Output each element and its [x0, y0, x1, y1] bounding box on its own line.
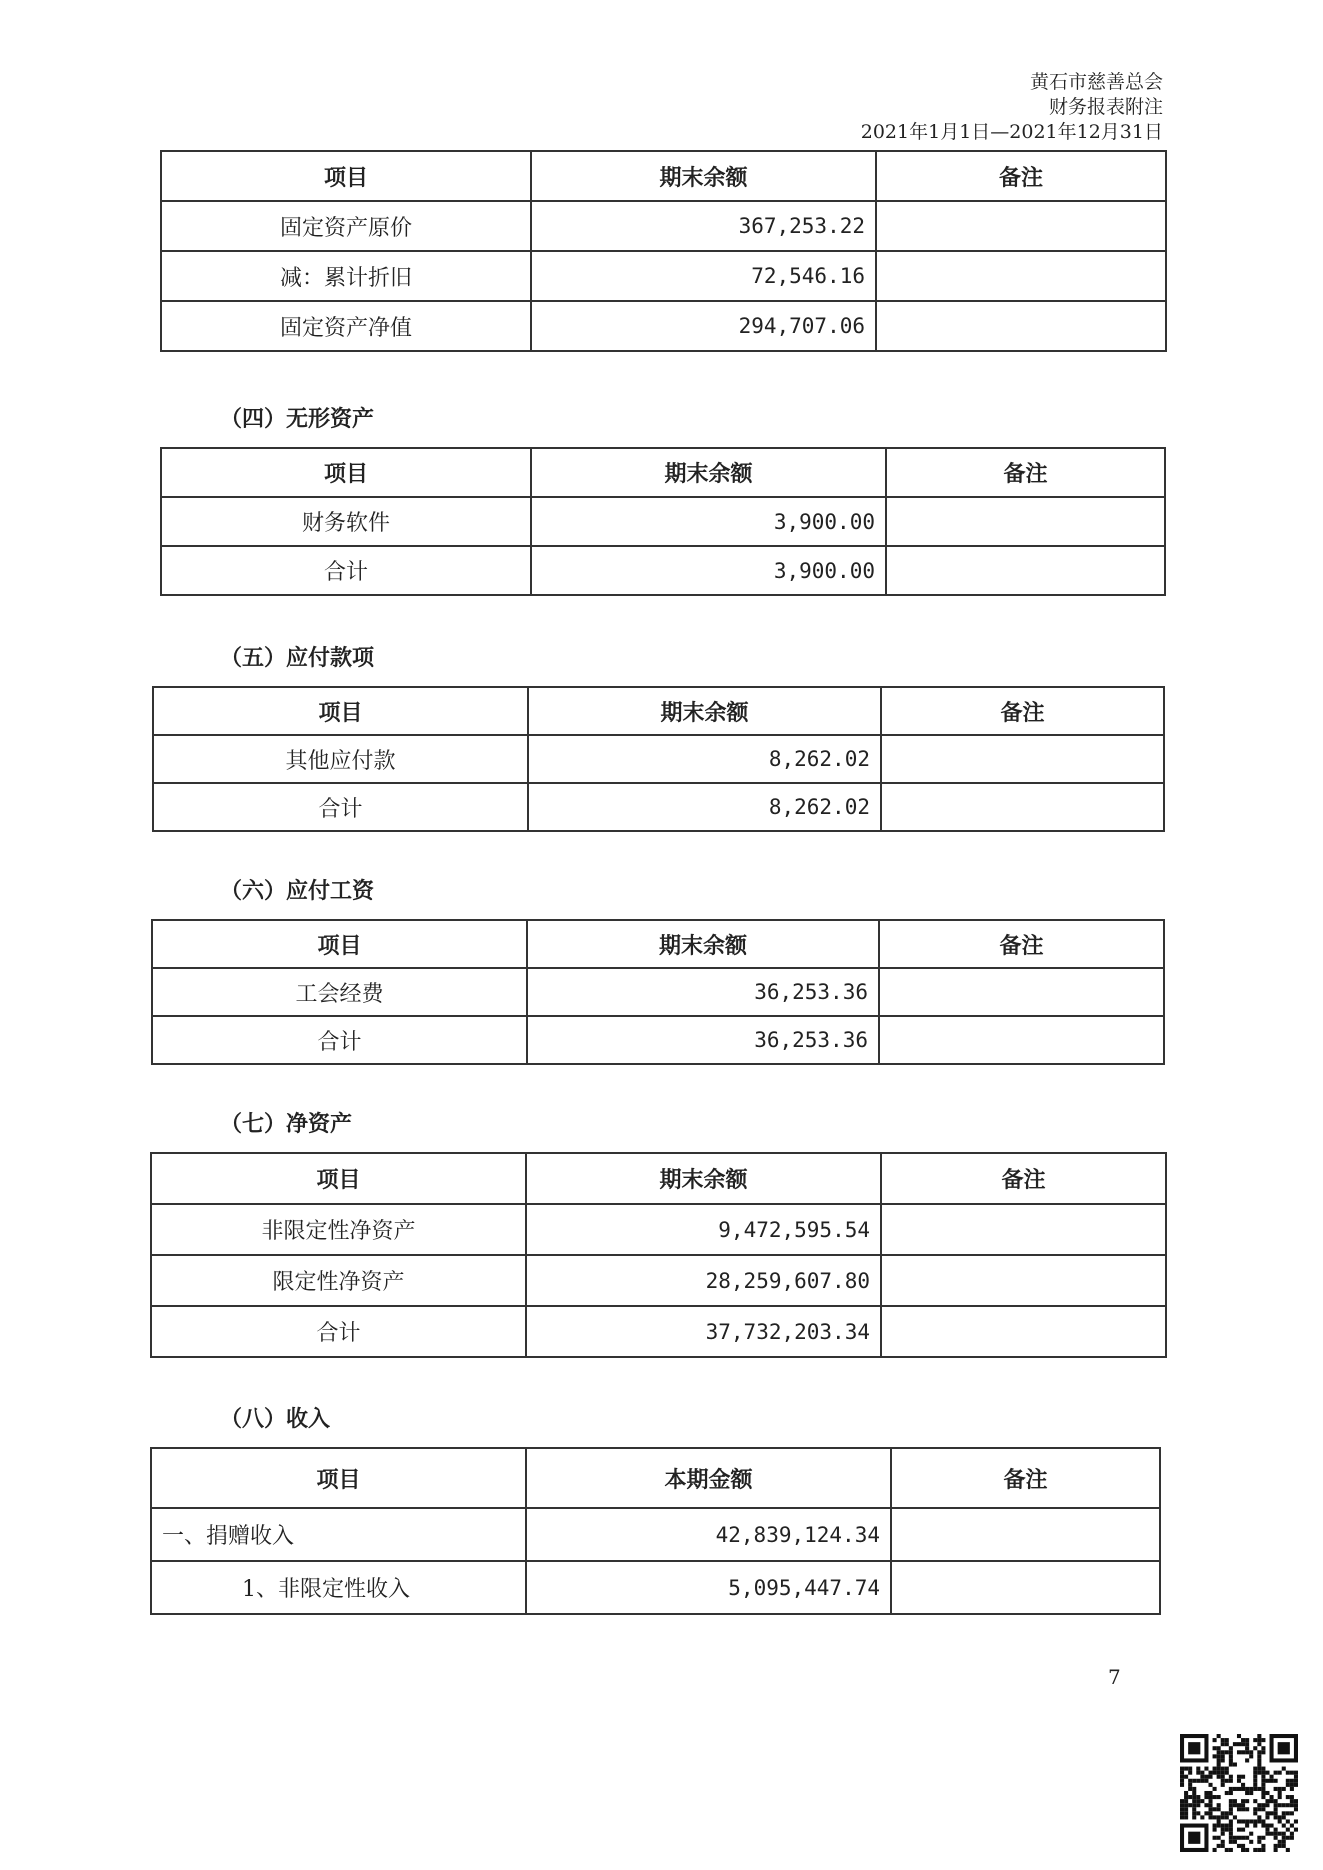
col-header-item: 项目: [151, 1153, 526, 1204]
qr-code-icon: [1180, 1734, 1298, 1852]
page-number: 7: [1108, 1665, 1121, 1689]
col-header-item: 项目: [151, 1448, 526, 1508]
wages-payable-table: [151, 919, 1165, 1065]
row-value: 8,262.02: [528, 735, 881, 783]
row-value: 42,839,124.34: [526, 1508, 891, 1561]
header-period: 2021年1月1日—2021年12月31日: [860, 121, 1163, 143]
table-row: [161, 251, 1166, 301]
row-value: 8,262.02: [528, 783, 881, 831]
header-doc-title: 财务报表附注: [1048, 96, 1163, 118]
table-row: [161, 201, 1166, 251]
row-value: 5,095,447.74: [526, 1561, 891, 1614]
table-row: [152, 968, 1164, 1016]
fixed-assets-table: [160, 150, 1167, 352]
payables-table: [152, 686, 1165, 832]
row-item: 非限定性净资产: [151, 1204, 526, 1255]
table-header-row: [161, 448, 1165, 497]
table-row: [161, 546, 1165, 595]
income-table: [150, 1447, 1161, 1615]
section-title-intangible: （四）无形资产: [220, 406, 375, 432]
row-note: [891, 1508, 1160, 1561]
row-note: [876, 301, 1166, 351]
row-value: 28,259,607.80: [526, 1255, 881, 1306]
section-title-wages: （六）应付工资: [220, 878, 375, 904]
col-header-note: 备注: [879, 920, 1164, 968]
table-row: [151, 1306, 1166, 1357]
col-header-value: 本期金额: [526, 1448, 891, 1508]
col-header-note: 备注: [881, 687, 1164, 735]
row-value: 72,546.16: [531, 251, 876, 301]
row-note: [886, 546, 1165, 595]
row-note: [881, 1255, 1166, 1306]
row-value: 367,253.22: [531, 201, 876, 251]
table-row: [151, 1561, 1160, 1614]
table-header-row: [153, 687, 1164, 735]
table-header-row: [161, 151, 1166, 201]
row-item: 固定资产原价: [161, 201, 531, 251]
row-note: [879, 968, 1164, 1016]
net-assets-table: [150, 1152, 1167, 1358]
table-row: [161, 497, 1165, 546]
col-header-value: 期末余额: [528, 687, 881, 735]
col-header-note: 备注: [891, 1448, 1160, 1508]
row-item: 1、非限定性收入: [151, 1561, 526, 1614]
col-header-value: 期末余额: [531, 448, 886, 497]
table-row: [151, 1508, 1160, 1561]
page-header: [861, 70, 1163, 145]
section-title-payables: （五）应付款项: [220, 645, 375, 671]
table-row: [151, 1204, 1166, 1255]
table-row: [153, 735, 1164, 783]
table-row: [161, 301, 1166, 351]
row-value: 294,707.06: [531, 301, 876, 351]
row-item: 其他应付款: [153, 735, 528, 783]
row-note: [876, 201, 1166, 251]
row-item: 限定性净资产: [151, 1255, 526, 1306]
col-header-value: 期末余额: [526, 1153, 881, 1204]
col-header-value: 期末余额: [531, 151, 876, 201]
row-note: [881, 1204, 1166, 1255]
row-note: [881, 735, 1164, 783]
table-header-row: [151, 1153, 1166, 1204]
col-header-item: 项目: [152, 920, 527, 968]
row-value: 9,472,595.54: [526, 1204, 881, 1255]
row-note: [876, 251, 1166, 301]
row-value: 37,732,203.34: [526, 1306, 881, 1357]
row-value: 3,900.00: [531, 546, 886, 595]
row-value: 3,900.00: [531, 497, 886, 546]
intangible-assets-table: [160, 447, 1166, 596]
section-title-income: （八）收入: [220, 1406, 331, 1432]
table-row: [152, 1016, 1164, 1064]
row-item: 一、捐赠收入: [151, 1508, 526, 1561]
row-item: 减：累计折旧: [161, 251, 531, 301]
row-value: 36,253.36: [527, 968, 879, 1016]
row-note: [886, 497, 1165, 546]
row-item: 合计: [152, 1016, 527, 1064]
header-org: 黄石市慈善总会: [1029, 71, 1163, 93]
col-header-item: 项目: [161, 448, 531, 497]
col-header-item: 项目: [161, 151, 531, 201]
row-note: [891, 1561, 1160, 1614]
col-header-item: 项目: [153, 687, 528, 735]
row-item: 合计: [161, 546, 531, 595]
section-title-net-assets: （七）净资产: [220, 1111, 353, 1137]
col-header-note: 备注: [876, 151, 1166, 201]
row-note: [879, 1016, 1164, 1064]
row-note: [881, 1306, 1166, 1357]
row-item: 合计: [153, 783, 528, 831]
row-item: 财务软件: [161, 497, 531, 546]
col-header-note: 备注: [881, 1153, 1166, 1204]
table-row: [151, 1255, 1166, 1306]
row-item: 合计: [151, 1306, 526, 1357]
row-item: 固定资产净值: [161, 301, 531, 351]
col-header-value: 期末余额: [527, 920, 879, 968]
row-value: 36,253.36: [527, 1016, 879, 1064]
table-header-row: [151, 1448, 1160, 1508]
table-header-row: [152, 920, 1164, 968]
col-header-note: 备注: [886, 448, 1165, 497]
table-row: [153, 783, 1164, 831]
row-note: [881, 783, 1164, 831]
row-item: 工会经费: [152, 968, 527, 1016]
